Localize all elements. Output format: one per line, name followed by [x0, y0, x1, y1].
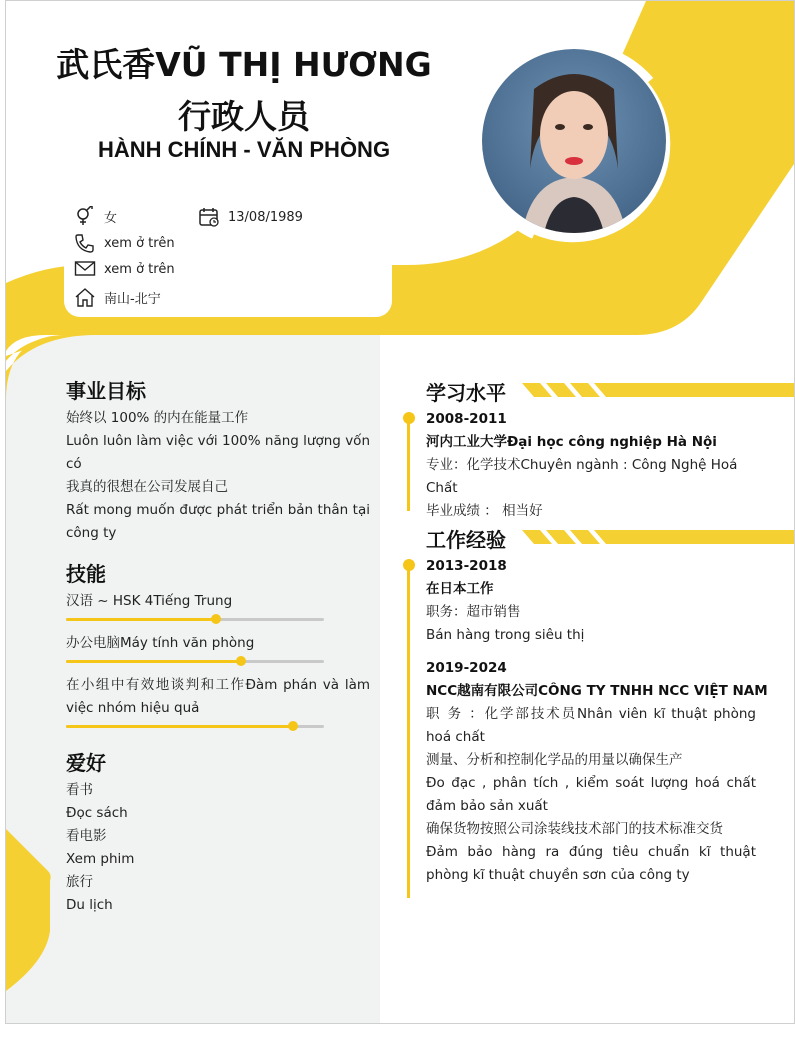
- education-block: [426, 408, 766, 523]
- skill-bar: [66, 725, 324, 728]
- skill-bar-fill: [66, 618, 216, 621]
- phone-row: [74, 233, 175, 253]
- education-major: 专业：化学技术Chuyên ngành : Công Nghệ Hoá Chất: [426, 457, 738, 496]
- profile-photo: [482, 49, 666, 233]
- skill-bar: [66, 660, 324, 663]
- education-grade: 毕业成绩 ： 相当好: [426, 503, 543, 519]
- contact-card: [64, 191, 392, 317]
- education-title: 学习水平: [426, 381, 506, 405]
- education-period: 2008-2011: [426, 411, 507, 427]
- job-period: 2013-2018: [426, 558, 507, 574]
- skill-label: 在小组中有效地谈判和工作Đàm phán và làm việc nhóm hiệu quả: [66, 677, 370, 716]
- job-line: Đo đạc , phân tích , kiểm soát lượng hoá chất đảm bảo sản xuất: [426, 775, 756, 814]
- job-line: 确保货物按照公司涂装线技术部门的技术标准交货: [426, 821, 723, 837]
- education-timeline-line: [407, 419, 410, 511]
- skills-title: 技能: [66, 562, 106, 586]
- objective-title: 事业目标: [66, 379, 146, 403]
- objective-line: Luôn luôn làm việc với 100% năng lượng vốn có: [66, 433, 370, 472]
- hobbies-title: 爱好: [66, 751, 106, 775]
- education-title-stripes: [522, 383, 795, 397]
- job-company: 在日本工作: [426, 581, 494, 597]
- email-row: [74, 260, 175, 278]
- job-title: HÀNH CHÍNH - VĂN PHÒNG: [97, 137, 391, 162]
- job-block: [426, 657, 768, 887]
- email-value: xem ở trên: [104, 261, 175, 277]
- calendar-icon: [198, 206, 220, 228]
- gender-value: 女: [104, 210, 118, 226]
- experience-title: 工作经验: [426, 528, 506, 552]
- experience-timeline-dot: [403, 559, 415, 571]
- experience-title-stripes: [522, 530, 795, 544]
- address-value: 南山-北宁: [104, 291, 161, 307]
- education-timeline-dot: [403, 412, 415, 424]
- objective-line: 我真的很想在公司发展自己: [66, 479, 228, 495]
- birthdate-value: 13/08/1989: [228, 209, 303, 225]
- job-block: [426, 555, 756, 647]
- skill-bar-fill: [66, 725, 293, 728]
- candidate-name: 武氏香VŨ THỊ HƯƠNG行政人员: [56, 45, 432, 136]
- skill-bar-knob: [288, 721, 298, 731]
- phone-icon: [74, 233, 96, 253]
- experience-timeline-line: [407, 566, 410, 898]
- objective-text: [66, 407, 370, 545]
- hobby-item: 看书: [66, 782, 93, 798]
- objective-line: Rất mong muốn được phát triển bản thân tại công ty: [66, 502, 370, 541]
- job-line: Bán hàng trong siêu thị: [426, 627, 585, 643]
- objective-line: 始终以 100% 的内在能量工作: [66, 410, 249, 426]
- gender-icon: [74, 206, 96, 226]
- hobby-item: Đọc sách: [66, 805, 128, 821]
- skill-label: 办公电脑Máy tính văn phòng: [66, 635, 255, 651]
- hobby-item: 旅行: [66, 874, 93, 890]
- skill-bar: [66, 618, 324, 621]
- resume-page: [5, 0, 795, 1024]
- skill-label: 汉语 ~ HSK 4Tiếng Trung: [66, 593, 233, 609]
- skill-bar-knob: [211, 614, 221, 624]
- mail-icon: [74, 260, 96, 278]
- home-icon: [74, 287, 96, 307]
- phone-value: xem ở trên: [104, 235, 175, 251]
- job-line: 职 务 ：化学部技术员Nhân viên kĩ thuật phòng hoá chất: [426, 706, 756, 745]
- job-line: 测量、分析和控制化学品的用量以确保生产: [426, 752, 683, 768]
- gender-row: [74, 206, 117, 226]
- skill-bar-fill: [66, 660, 241, 663]
- address-row: [74, 287, 161, 307]
- hobby-item: Du lịch: [66, 897, 113, 913]
- hobbies-list: [66, 779, 370, 917]
- hobby-item: Xem phim: [66, 851, 135, 867]
- birthdate-row: [198, 206, 303, 228]
- job-line: 职务：超市销售: [426, 604, 521, 620]
- job-company: NCC越南有限公司CÔNG TY TNHH NCC VIỆT NAM: [426, 683, 768, 699]
- job-line: Đảm bảo hàng ra đúng tiêu chuẩn kĩ thuật phòng kĩ thuật chuyền sơn của công ty: [426, 844, 756, 883]
- education-school: 河内工业大学Đại học công nghiệp Hà Nội: [426, 434, 717, 450]
- job-period: 2019-2024: [426, 660, 507, 676]
- hobby-item: 看电影: [66, 828, 107, 844]
